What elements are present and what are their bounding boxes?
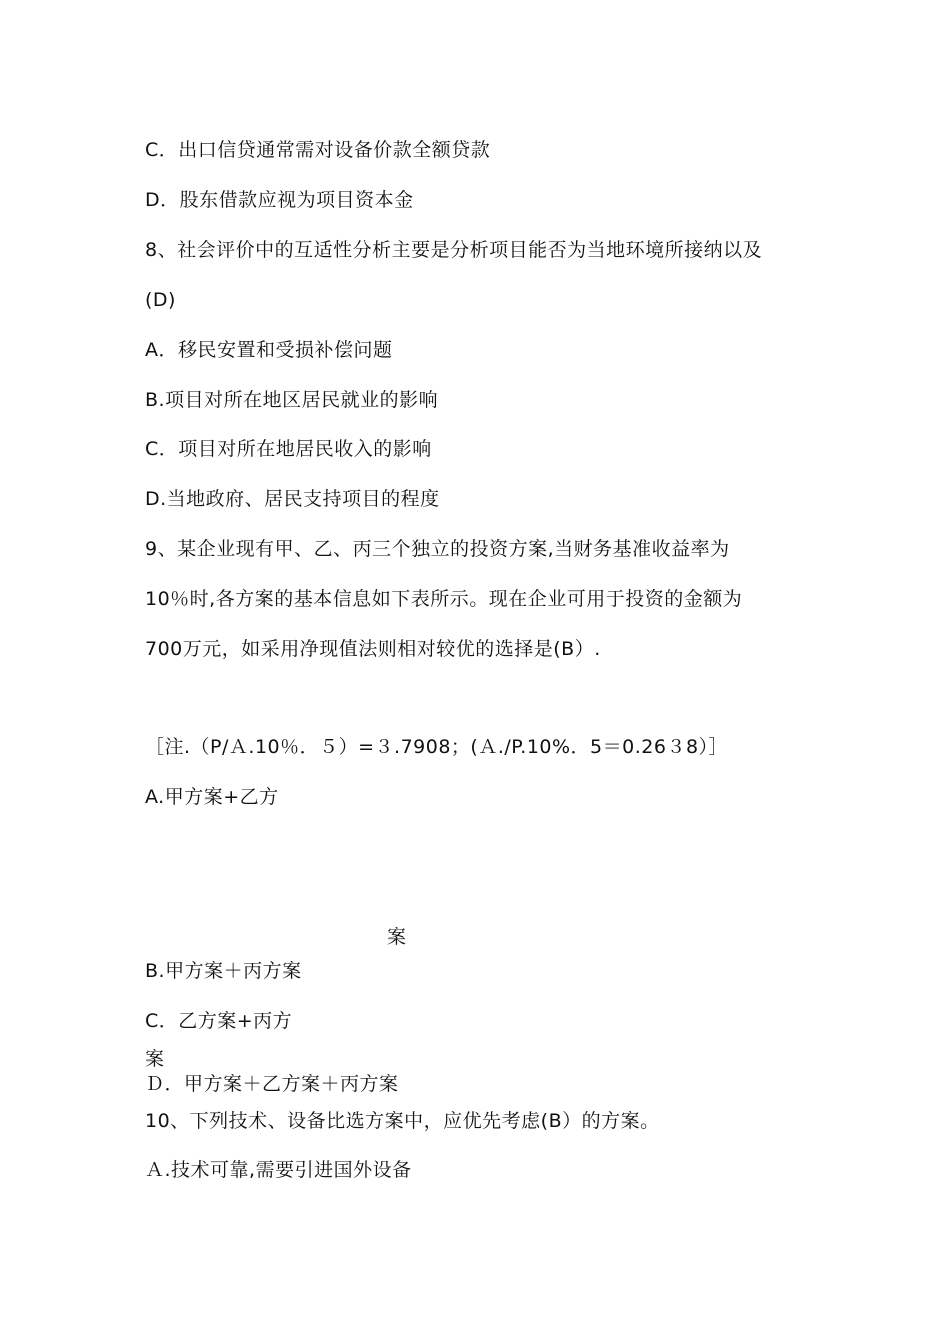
question-9-text-line-3: 700万元，如采用净现值法则相对较优的选择是(B）. — [145, 638, 601, 660]
question-9-text-line-1: 9、某企业现有甲、乙、丙三个独立的投资方案,当财务基准收益率为 — [145, 538, 730, 560]
q9-option-a-wrap: 案 — [387, 926, 407, 948]
option-c-export-credit: C．出口信贷通常需对设备价款全额贷款 — [145, 139, 491, 161]
question-9-text-line-2: 10％时,各方案的基本信息如下表所示。现在企业可用于投资的金额为 — [145, 588, 743, 610]
q9-option-c-wrap: 案 — [145, 1048, 165, 1070]
q9-option-b: B.甲方案＋丙方案 — [145, 960, 302, 982]
question-8-text: 8、社会评价中的互适性分析主要是分析项目能否为当地环境所接纳以及 — [145, 239, 763, 261]
q10-option-a: Ａ.技术可靠,需要引进国外设备 — [145, 1159, 412, 1181]
q9-option-c: C．乙方案+丙方 — [145, 1010, 293, 1032]
question-8-answer: (D) — [145, 289, 176, 311]
q8-option-a: A．移民安置和受损补偿问题 — [145, 339, 393, 361]
q9-option-d: Ｄ．甲方案＋乙方案＋丙方案 — [145, 1073, 399, 1095]
question-10-text: 10、下列技术、设备比选方案中，应优先考虑(B）的方案。 — [145, 1110, 660, 1132]
option-d-shareholder-loan: D．股东借款应视为项目资本金 — [145, 189, 414, 211]
q9-option-a: A.甲方案+乙方 — [145, 786, 279, 808]
q8-option-d: D.当地政府、居民支持项目的程度 — [145, 488, 440, 510]
question-9-note: ［注.（P/Ａ.10％．５）=３.7908；(Ａ./P.10%．5＝0.26３8）］ — [145, 736, 729, 758]
q8-option-c: C．项目对所在地居民收入的影响 — [145, 438, 432, 460]
q8-option-b: B.项目对所在地区居民就业的影响 — [145, 389, 439, 411]
